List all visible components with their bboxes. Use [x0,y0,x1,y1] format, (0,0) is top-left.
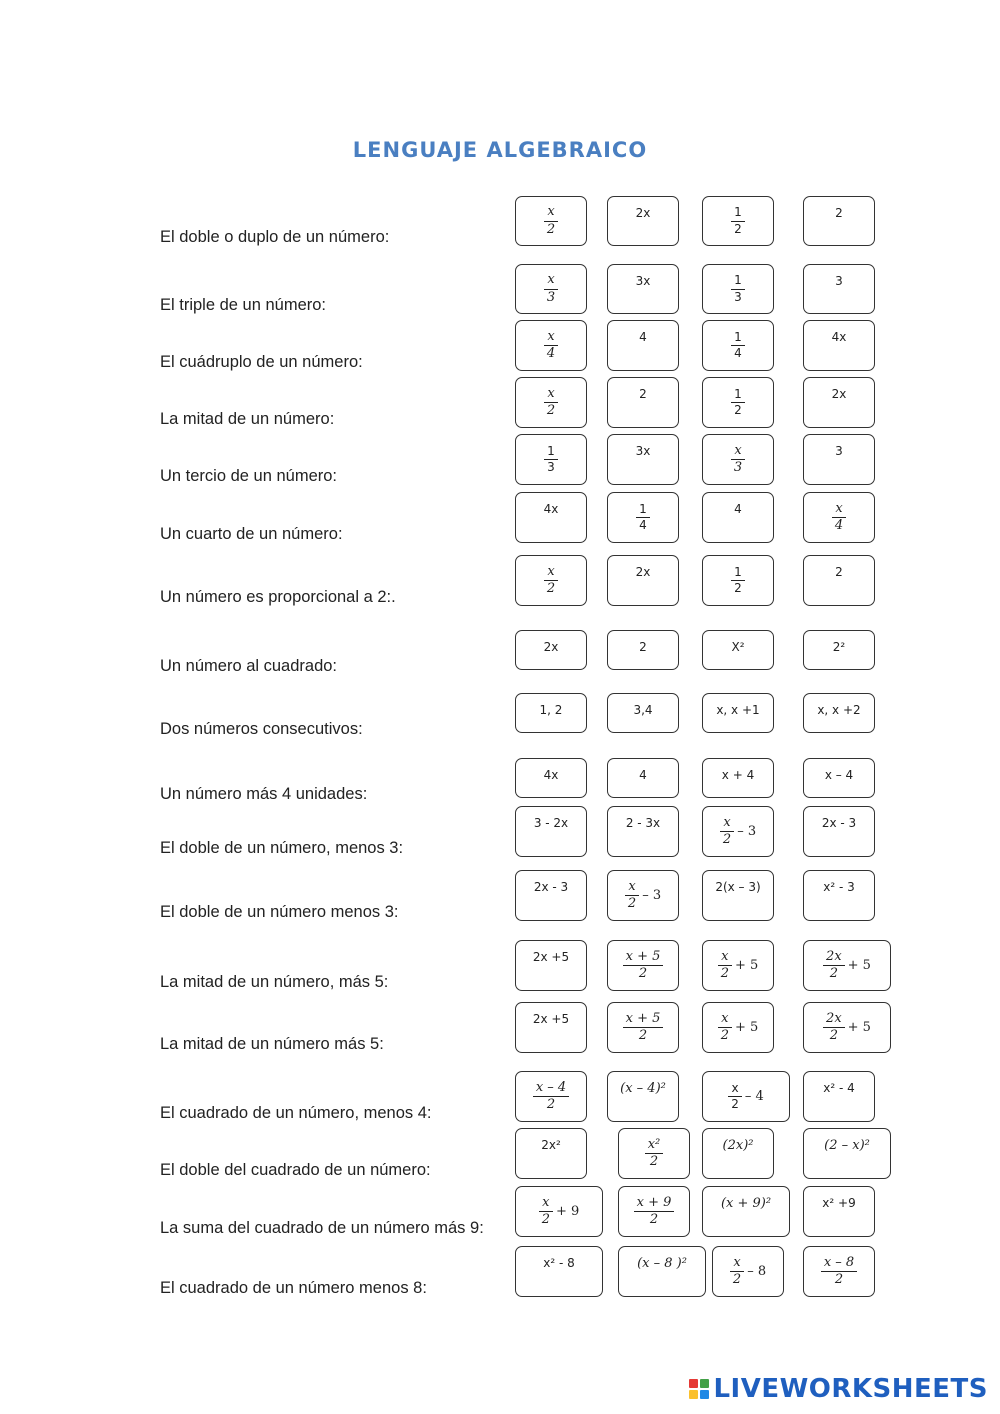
fraction-denominator: 2 [541,1212,550,1227]
fraction [544,330,558,362]
fraction-denominator: 3 [734,289,742,304]
fraction-denominator: 2 [638,966,648,981]
exercise-row [0,870,1000,921]
exercise-row [0,1002,1000,1053]
answer-option[interactable] [702,758,774,798]
fraction-tail: + 5 [734,1020,759,1035]
fraction-denominator: 4 [834,518,844,533]
answer-option[interactable] [702,940,774,991]
answer-option[interactable] [702,1186,790,1237]
answer-option[interactable] [702,1002,774,1053]
fraction-numerator: x – 8 [821,1256,857,1272]
answer-option[interactable] [515,1186,603,1237]
fraction-denominator: 3 [733,460,743,475]
exercise-label: Un número es proporcional a 2:. [160,587,396,606]
fraction-numerator: 2x [823,1012,845,1028]
fraction-numerator: 1 [731,566,745,581]
answer-option[interactable] [702,806,774,857]
option-expression: 2 [835,565,843,579]
option-expression [544,445,558,474]
fraction-denominator: 4 [639,518,647,532]
exercise-row [0,1186,1000,1237]
option-expression [821,1256,857,1288]
answer-option[interactable] [702,693,774,733]
fraction-numerator: x [544,205,557,221]
option-expression: 2x² [541,1138,561,1152]
option-expression: 2² [832,640,846,654]
answer-option[interactable] [607,264,679,314]
option-expression: x + 4 [721,768,755,782]
fraction-numerator: 1 [636,503,650,518]
answer-option[interactable] [515,555,587,606]
option-expression: x² - 8 [543,1256,575,1270]
exercise-label: La suma del cuadrado de un número más 9: [160,1218,484,1237]
answer-option[interactable] [702,1128,774,1179]
option-expression: x – 4 [824,768,854,782]
fraction-numerator: 1 [731,331,745,346]
exercise-row [0,320,1000,371]
option-expression: 4x [543,768,559,782]
fraction [645,1138,664,1170]
answer-option[interactable] [607,196,679,246]
option-expression [623,1012,664,1044]
option-expression [533,1081,569,1113]
option-expression: 2x [543,640,559,654]
answer-option[interactable] [607,940,679,991]
option-expression: 2(x – 3) [715,880,761,894]
fraction-denominator: 2 [722,832,732,847]
option-expression: 2x [635,565,651,579]
fraction-denominator: 2 [731,1097,739,1111]
answer-option[interactable] [607,870,679,921]
option-expression [718,1012,759,1044]
fraction [718,1012,732,1044]
exercise-label: El cuádruplo de un número: [160,352,363,371]
option-expression: 4 [734,502,742,516]
option-expression [539,1196,580,1228]
fraction-denominator: 2 [734,403,742,417]
exercise-row [0,806,1000,857]
option-expression [544,387,558,419]
option-expression [731,444,745,476]
option-expression: 2 - 3x [625,816,661,830]
exercise-row [0,377,1000,428]
answer-option[interactable] [515,806,587,857]
liveworksheets-logo-icon [689,1379,709,1399]
fraction-denominator: 2 [720,966,729,981]
fraction-numerator: x + 5 [623,950,664,966]
option-expression: 3x [635,444,651,458]
option-expression: 2 [835,206,843,220]
fraction [731,444,745,476]
fraction-numerator: x [718,1012,731,1028]
answer-option[interactable] [515,870,587,921]
answer-option[interactable] [702,492,774,543]
answer-option[interactable] [702,1071,790,1122]
option-expression: 3x [635,274,651,288]
answer-option[interactable] [803,1071,875,1122]
fraction [728,1082,742,1111]
fraction-denominator: 2 [546,221,556,237]
option-expression: x, x +1 [716,703,760,717]
answer-option[interactable] [607,1071,679,1122]
fraction-numerator: x [730,1256,743,1272]
answer-option[interactable] [618,1128,690,1179]
fraction [544,445,558,474]
fraction [731,274,745,303]
answer-option[interactable] [618,1246,706,1297]
option-expression [731,274,745,303]
exercise-row [0,758,1000,803]
answer-option[interactable] [515,1128,587,1179]
answer-option[interactable] [803,555,875,606]
option-expression: 2x - 3 [821,816,857,830]
answer-option[interactable] [607,693,679,733]
answer-option[interactable] [702,434,774,485]
fraction-numerator: x [544,387,557,403]
option-expression [544,565,558,597]
fraction-tail: – 4 [744,1089,764,1104]
fraction-denominator: 3 [547,460,555,474]
exercise-label: Un número más 4 unidades: [160,785,368,803]
option-expression: 2x [831,387,847,401]
answer-option[interactable] [803,630,875,670]
fraction [634,1196,675,1228]
fraction [720,816,734,848]
fraction [731,206,745,235]
answer-option[interactable] [607,434,679,485]
liveworksheets-brand [689,1374,988,1404]
option-expression: 2 [639,387,647,401]
answer-option[interactable] [515,1071,587,1122]
fraction [718,950,732,982]
fraction-tail: – 3 [737,824,757,839]
fraction-numerator: 2x [823,950,845,966]
option-expression [544,273,558,305]
option-expression: 2x +5 [532,950,570,964]
fraction-numerator: x [718,950,731,966]
fraction-numerator: x [625,880,638,896]
fraction [832,502,846,534]
fraction-denominator: 2 [649,1212,659,1227]
answer-option[interactable] [515,377,587,428]
fraction-tail: + 5 [847,1020,871,1035]
fraction-denominator: 4 [546,346,556,361]
option-expression [823,1012,871,1044]
option-expression [544,205,558,237]
answer-option[interactable] [515,630,587,670]
exercise-label: La mitad de un número, más 5: [160,972,389,991]
fraction [625,880,639,912]
fraction-numerator: x [832,502,845,518]
exercise-label: Un tercio de un número: [160,466,338,485]
fraction-numerator: x [731,444,744,460]
fraction-denominator: 2 [834,1272,844,1287]
option-expression: 4 [639,330,647,344]
answer-option[interactable] [803,264,875,314]
exercise-row [0,1128,1000,1179]
option-expression [544,330,558,362]
option-expression: x, x +2 [817,703,861,717]
answer-option[interactable] [607,492,679,543]
fraction-numerator: x [728,1082,741,1097]
option-expression [731,206,745,235]
answer-option[interactable] [515,940,587,991]
option-expression: (2x)² [722,1138,754,1153]
fraction [533,1081,569,1113]
answer-option[interactable] [702,870,774,921]
answer-option[interactable] [702,264,774,314]
option-expression: 3,4 [633,703,653,717]
exercise-row [0,196,1000,246]
option-expression: 3 [835,444,843,458]
option-expression [731,566,745,595]
fraction [544,205,558,237]
answer-option[interactable] [515,1246,603,1297]
option-expression [731,331,745,360]
exercise-label: La mitad de un número: [160,409,335,428]
fraction-denominator: 2 [732,1272,742,1287]
option-expression [645,1138,664,1170]
fraction-numerator: x + 9 [634,1196,675,1212]
fraction-denominator: 4 [734,346,742,360]
fraction-denominator: 2 [649,1154,659,1169]
exercise-label: El doble de un número menos 3: [160,902,399,921]
option-expression: x² +9 [822,1196,856,1210]
page-title: LENGUAJE ALGEBRAICO [352,138,648,162]
option-expression [634,1196,675,1228]
answer-option[interactable] [803,434,875,485]
exercise-row [0,555,1000,606]
option-expression: 1, 2 [539,703,563,717]
exercise-label: El doble del cuadrado de un número: [160,1160,431,1179]
option-expression [623,950,664,982]
answer-option[interactable] [515,492,587,543]
answer-option[interactable] [803,758,875,798]
fraction-tail: + 9 [555,1204,580,1219]
fraction-denominator: 2 [627,896,637,911]
fraction-numerator: x² [645,1138,664,1154]
fraction-numerator: x + 5 [623,1012,664,1028]
fraction-numerator: 1 [544,445,558,460]
fraction [544,565,558,597]
answer-option[interactable] [803,940,891,991]
answer-option[interactable] [607,555,679,606]
fraction [731,566,745,595]
option-expression: 2 [639,640,647,654]
answer-option[interactable] [702,555,774,606]
option-expression [728,1082,764,1111]
fraction-numerator: x [544,273,557,289]
answer-option[interactable] [515,320,587,371]
exercise-label: Dos números consecutivos: [160,720,363,738]
fraction-tail: + 5 [847,958,871,973]
brand-name: LIVEWORKSHEETS [713,1374,988,1404]
answer-option[interactable] [803,1186,875,1237]
fraction-numerator: 1 [731,206,745,221]
answer-option[interactable] [803,377,875,428]
fraction-denominator: 2 [720,1028,729,1043]
fraction-numerator: x – 4 [533,1081,569,1097]
fraction-denominator: 2 [638,1028,648,1043]
option-expression: (x – 4)² [620,1081,666,1096]
option-expression [720,816,756,848]
fraction [823,1012,845,1044]
fraction [731,331,745,360]
exercise-label: El doble o duplo de un número: [160,228,390,246]
answer-option[interactable] [803,1128,891,1179]
answer-option[interactable] [803,693,875,733]
option-expression: (x + 9)² [720,1196,772,1211]
option-expression [731,388,745,417]
option-expression [625,880,661,912]
exercise-label: La mitad de un número más 5: [160,1034,384,1053]
option-expression [832,502,846,534]
exercise-label: Un cuarto de un número: [160,524,343,543]
fraction-denominator: 2 [546,581,556,596]
exercise-row [0,630,1000,675]
exercise-row [0,264,1000,314]
answer-option[interactable] [702,377,774,428]
answer-option[interactable] [607,806,679,857]
fraction-denominator: 2 [734,221,742,236]
fraction-numerator: x [539,1196,552,1212]
answer-option[interactable] [607,320,679,371]
option-expression [718,950,759,982]
option-expression [730,1256,766,1288]
fraction-denominator: 3 [546,289,556,305]
exercise-row [0,492,1000,543]
fraction-numerator: x [720,816,733,832]
exercise-label: El cuadrado de un número, menos 4: [160,1103,432,1122]
fraction [623,1012,664,1044]
fraction-denominator: 2 [829,1028,838,1043]
fraction [544,273,558,305]
option-expression: 2x +5 [532,1012,570,1026]
answer-option[interactable] [803,196,875,246]
exercise-label: Un número al cuadrado: [160,657,338,675]
answer-option[interactable] [803,492,875,543]
option-expression: 4x [831,330,847,344]
exercise-label: El doble de un número, menos 3: [160,838,404,857]
fraction [636,503,650,532]
answer-option[interactable] [515,196,587,246]
fraction-tail: + 5 [734,958,759,973]
option-expression [636,503,650,532]
fraction-denominator: 2 [734,581,742,595]
answer-option[interactable] [607,377,679,428]
option-expression: X² [731,640,745,654]
fraction [539,1196,553,1228]
option-expression: 2x [635,206,651,220]
fraction-denominator: 2 [546,403,556,418]
exercise-row [0,693,1000,738]
answer-option[interactable] [515,693,587,733]
exercise-row [0,940,1000,991]
option-expression: 3 - 2x [533,816,569,830]
exercise-row [0,1071,1000,1122]
answer-option[interactable] [803,806,875,857]
answer-option[interactable] [607,1002,679,1053]
fraction [730,1256,744,1288]
answer-option[interactable] [803,1002,891,1053]
fraction-numerator: 1 [731,274,745,289]
exercise-label: El cuadrado de un número menos 8: [160,1278,427,1297]
fraction-tail: – 8 [747,1264,767,1279]
fraction [544,387,558,419]
fraction [623,950,664,982]
answer-option[interactable] [607,630,679,670]
answer-option[interactable] [702,196,774,246]
fraction-denominator: 2 [829,966,838,981]
fraction-numerator: x [544,565,557,581]
exercise-label: El triple de un número: [160,296,327,314]
option-expression [823,950,871,982]
option-expression: x² - 3 [823,880,855,894]
answer-option[interactable] [515,434,587,485]
answer-option[interactable] [712,1246,784,1297]
answer-option[interactable] [803,870,875,921]
option-expression: 4 [639,768,647,782]
fraction-denominator: 2 [546,1097,556,1112]
answer-option[interactable] [515,264,587,314]
answer-option[interactable] [702,630,774,670]
answer-option[interactable] [803,320,875,371]
option-expression: x² - 4 [823,1081,855,1095]
fraction [731,388,745,417]
exercise-row [0,434,1000,485]
fraction-numerator: 1 [731,388,745,403]
fraction [821,1256,857,1288]
option-expression: (2 – x)² [824,1138,870,1153]
answer-option[interactable] [702,320,774,371]
option-expression: 4x [543,502,559,516]
answer-option[interactable] [515,1002,587,1053]
fraction [823,950,845,982]
answer-option[interactable] [803,1246,875,1297]
option-expression: 3 [835,274,843,288]
fraction-tail: – 3 [642,888,662,903]
fraction-numerator: x [544,330,557,346]
option-expression: (x – 8 )² [637,1256,687,1271]
answer-option[interactable] [618,1186,690,1237]
exercise-row [0,1246,1000,1297]
option-expression: 2x - 3 [533,880,569,894]
answer-option[interactable] [607,758,679,798]
answer-option[interactable] [515,758,587,798]
